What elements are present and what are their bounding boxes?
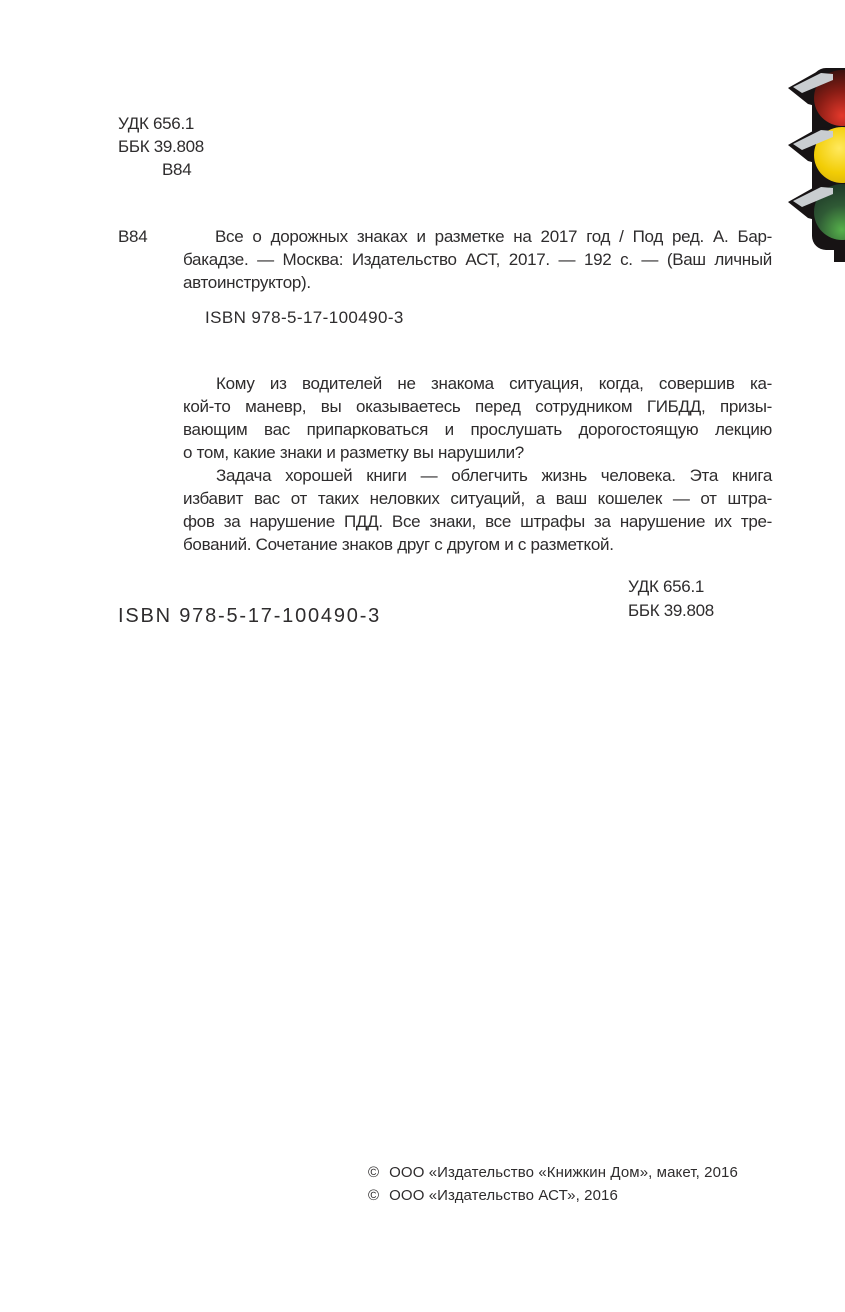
annotation-line: о том, какие знаки и разметку вы нарушили? [183, 443, 524, 462]
annotation-line: фов за нарушение ПДД. Все знаки, все штрафы за нарушение их тре- [183, 512, 772, 531]
copyright-text-2: ООО «Издательство АСТ», 2016 [389, 1187, 618, 1204]
classification-codes-top [118, 112, 204, 181]
bbk-code-top: ББК 39.808 [118, 137, 204, 156]
annotation-line: Кому из водителей не знакома ситуация, когда, совершив ка- [216, 374, 772, 393]
copyright-line-1 [368, 1161, 738, 1184]
entry-author-sign: В84 [118, 227, 148, 246]
annotation-paragraph-2 [183, 464, 772, 556]
bibliographic-entry [183, 225, 772, 294]
entry-line: Все о дорожных знаках и разметке на 2017 год / Под ред. А. Бар- [215, 227, 772, 246]
annotation-paragraph-1 [183, 372, 772, 464]
entry-line: бакадзе. — Москва: Издательство АСТ, 2017. — 192 с. — (Ваш личный [183, 250, 772, 269]
annotation-line: вающим вас припарковаться и прослушать дорогостоящую лекцию [183, 420, 772, 439]
classification-codes-bottom [628, 575, 714, 623]
entry-line: автоинструктор). [183, 273, 311, 292]
annotation-line: кой-то маневр, вы оказываетесь перед сотрудником ГИБДД, призы- [183, 397, 772, 416]
copyright-block [368, 1161, 738, 1207]
udk-code-bottom: УДК 656.1 [628, 577, 705, 596]
bbk-code-bottom: ББК 39.808 [628, 601, 714, 620]
annotation-line: бований. Сочетание знаков друг с другом и с разметкой. [183, 535, 614, 554]
copyright-text-1: ООО «Издательство «Книжкин Дом», макет, 2016 [389, 1164, 738, 1181]
copyright-symbol: © [368, 1164, 380, 1181]
author-sign-top: В84 [162, 160, 192, 179]
annotation-line: избавит вас от таких неловких ситуаций, а ваш кошелек — от штра- [183, 489, 772, 508]
copyright-symbol: © [368, 1187, 380, 1204]
traffic-light-base [834, 246, 845, 262]
traffic-light-illustration [786, 64, 845, 269]
isbn-entry: ISBN 978-5-17-100490-3 [205, 308, 404, 327]
udk-code-top: УДК 656.1 [118, 114, 195, 133]
annotation-line: Задача хорошей книги — облегчить жизнь человека. Эта книга [216, 466, 772, 485]
annotation [183, 372, 772, 556]
isbn-bottom: ISBN 978-5-17-100490-3 [118, 605, 382, 627]
copyright-line-2 [368, 1184, 738, 1207]
